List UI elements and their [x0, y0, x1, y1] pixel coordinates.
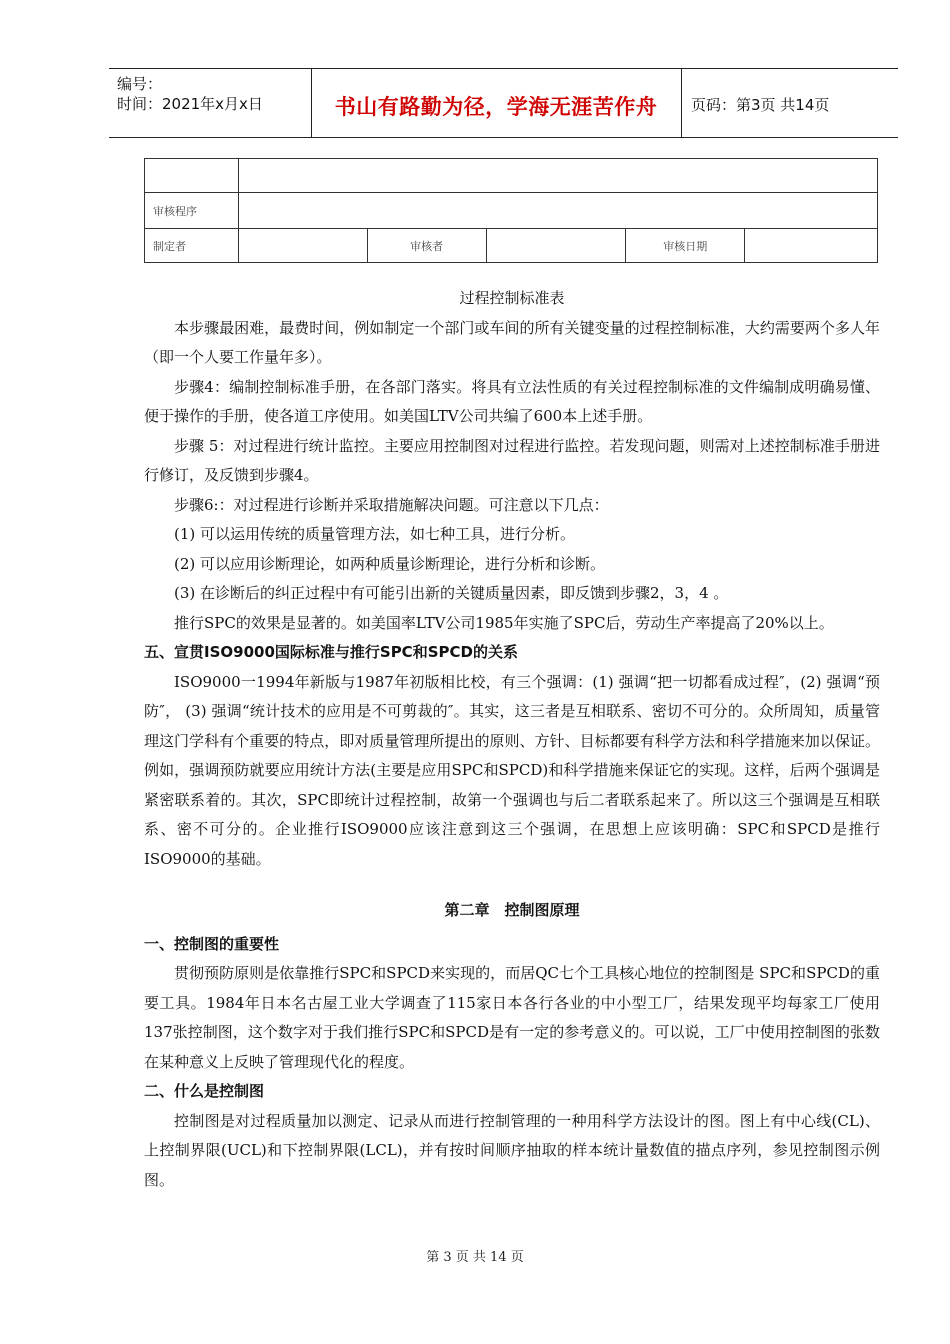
paragraph: 贯彻预防原则是依靠推行SPC和SPCD来实现的，而居QC七个工具核心地位的控制图是 SPC和SPCD的重要工具。1984年日本名古屋工业大学调查了115家日本各行各业的中小型工厂，结果发现平均每家工厂使用137张控制图，这个数字对于我们推行SPC和SPCD是有一定的参考意义的。可以说，工厂中使用控制图的张数在某种意义上反映了管理现代化的程度。 [144, 964, 880, 1071]
motto-text: 书山有路勤为径，学海无涯苦作舟 [334, 95, 658, 119]
review-date-value [745, 229, 878, 263]
document-number-label: 编号： [117, 75, 163, 93]
header-page-info: 页码：第3页 共14页 [691, 96, 830, 114]
form-cell-empty [238, 159, 877, 193]
maker-label: 制定者 [145, 229, 239, 263]
reviewer-label: 审核者 [367, 229, 486, 263]
form-row-review-procedure [145, 193, 878, 229]
paragraph-step-4: 步骤4：编制控制标准手册，在各部门落实。将具有立法性质的有关过程控制标准的文件编制成明确易懂、便于操作的手册，使各道工序使用。如美国LTV公司共编了600本上述手册。 [144, 377, 880, 425]
header-meta-cell [109, 69, 312, 137]
chapter-2-heading: 第二章 控制图原理 [444, 901, 580, 919]
page-footer: 第 3 页 共 14 页 [426, 1250, 524, 1265]
header-motto-cell [311, 69, 682, 137]
paragraph-step-6: 步骤6:：对过程进行诊断并采取措施解决问题。可注意以下几点： [174, 495, 609, 514]
form-cell-empty [145, 159, 239, 193]
form-row-signatures [145, 229, 878, 263]
page-header [109, 68, 898, 138]
section-1-heading: 一、控制图的重要性 [144, 934, 280, 953]
reviewer-value [486, 229, 626, 263]
list-item: (3) 在诊断后的纠正过程中有可能引出新的关键质量因素，即反馈到步骤2，3，4 。 [174, 584, 729, 602]
document-time-label: 时间：2021年x月x日 [117, 95, 263, 113]
document-body [144, 284, 880, 1195]
paragraph: 本步骤最困难，最费时间，例如制定一个部门或车间的所有关键变量的过程控制标准，大约需要两个多人年（即一个人要工作量年多）。 [144, 318, 880, 366]
review-date-label: 审核日期 [626, 229, 745, 263]
review-procedure-label: 审核程序 [145, 193, 239, 229]
paragraph-step-5: 步骤 5：对过程进行统计监控。主要应用控制图对过程进行监控。若发现问题，则需对上述控制标准手册进行修订，及反馈到步骤4。 [144, 436, 880, 484]
paragraph: 推行SPC的效果是显著的。如美国率LTV公司1985年实施了SPC后，劳动生产率提高了20%以上。 [174, 613, 834, 632]
list-item: (2) 可以应用诊断理论，如两种质量诊断理论，进行分析和诊断。 [174, 554, 606, 573]
maker-value [238, 229, 367, 263]
form-row-blank [145, 159, 878, 193]
header-page-cell [681, 69, 898, 137]
review-procedure-value [238, 193, 877, 229]
section-5-heading: 五、宣贯ISO9000国际标准与推行SPC和SPCD的关系 [144, 643, 518, 661]
list-item: (1) 可以运用传统的质量管理方法，如七种工具，进行分析。 [174, 525, 576, 543]
paragraph: ISO9000一1994年新版与1987年初版相比校，有三个强调：(1) 强调“把一切都看成过程″，(2) 强调“预防″， (3) 强调“统计技术的应用是不可剪裁的″。其实，这三者是互相联系、密切不可分的。众所周知，质量管理这门学科有个重要的特点，即对质量管理所提出的原则、方针、目标都要有科学方法和科学措施来加以保证。例如，强调预防就要应用统计方法(主要是应用SPC和SPCD)和科学措施来保证它的实现。这样，后两个强调是紧密联系着的。其次，SPC即统计过程控制，故第一个强调也与后二者联系起来了。所以这三个强调是互相联系、密不可分的。企业推行ISO9000应该注意到这三个强调，在思想上应该明确：SPC和SPCD是推行ISO9000的基础。 [144, 672, 880, 868]
table-caption: 过程控制标准表 [459, 289, 565, 307]
approval-form-table [144, 158, 878, 263]
section-2-heading: 二、什么是控制图 [144, 1082, 265, 1100]
paragraph: 控制图是对过程质量加以测定、记录从而进行控制管理的一种用科学方法设计的图。图上有中心线(CL)、上控制界限(UCL)和下控制界限(LCL)，并有按时间顺序抽取的样本统计量数值的描点序列，参见控制图示例图。 [144, 1111, 880, 1189]
